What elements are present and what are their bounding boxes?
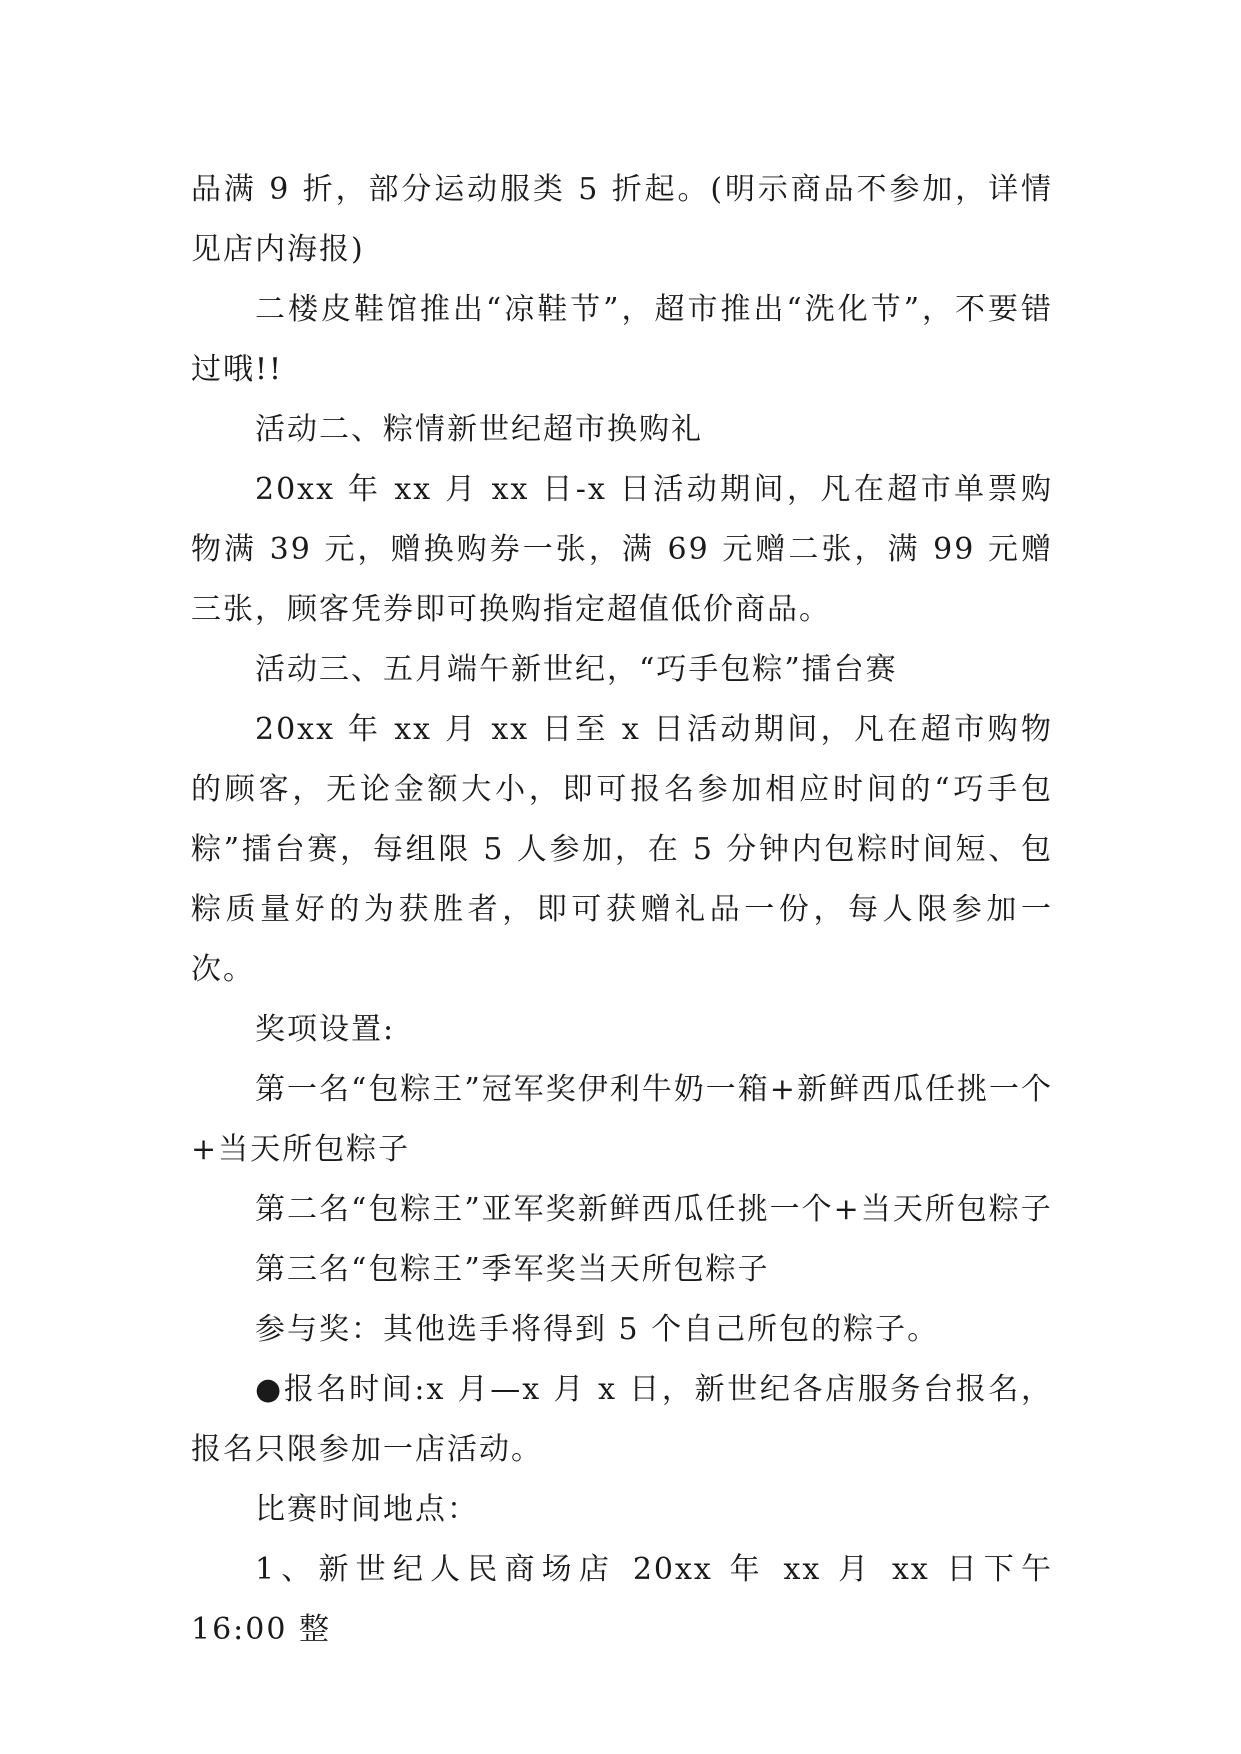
paragraph-venue-one: 1、新世纪人民商场店 20xx 年 xx 月 xx 日下午 16:00 整 xyxy=(191,1552,1053,1647)
document-body xyxy=(191,160,1053,1660)
heading-competition-time-place: 比赛时间地点： xyxy=(255,1492,479,1527)
paragraph-activity-three-details: 20xx 年 xx 月 xx 日至 x 日活动期间，凡在超市购物的顾客，无论金额大小，即可报名参加相应时间的“巧手包粽”擂台赛，每组限 5 人参加，在 5 分钟内包粽时间短、包粽质量好的为获胜者，即可获赠礼品一份，每人限参加一次。 xyxy=(191,712,1053,987)
paragraph-shoe-festival: 二楼皮鞋馆推出“凉鞋节”，超市推出“洗化节”，不要错过哦!! xyxy=(191,292,1053,387)
heading-activity-three: 活动三、五月端午新世纪，“巧手包粽”擂台赛 xyxy=(255,652,898,687)
paragraph-registration-time: ●报名时间:x 月—x 月 x 日，新世纪各店服务台报名，报名只限参加一店活动。 xyxy=(191,1372,1053,1467)
heading-activity-two: 活动二、粽情新世纪超市换购礼 xyxy=(255,412,703,447)
paragraph-participation-prize: 参与奖：其他选手将得到 5 个自己所包的粽子。 xyxy=(255,1312,940,1347)
paragraph-third-prize: 第三名“包粽王”季军奖当天所包粽子 xyxy=(255,1252,770,1287)
paragraph-discount-continued: 品满 9 折，部分运动服类 5 折起。(明示商品不参加，详情见店内海报) xyxy=(191,172,1053,267)
paragraph-second-prize: 第二名“包粽王”亚军奖新鲜西瓜任挑一个+当天所包粽子 xyxy=(255,1192,1053,1227)
heading-prize-settings: 奖项设置: xyxy=(255,1012,396,1047)
paragraph-first-prize: 第一名“包粽王”冠军奖伊利牛奶一箱+新鲜西瓜任挑一个+当天所包粽子 xyxy=(191,1072,1053,1167)
paragraph-activity-two-details: 20xx 年 xx 月 xx 日-x 日活动期间，凡在超市单票购物满 39 元，赠换购券一张，满 69 元赠二张，满 99 元赠三张，顾客凭券即可换购指定超值低价商品。 xyxy=(191,472,1053,627)
